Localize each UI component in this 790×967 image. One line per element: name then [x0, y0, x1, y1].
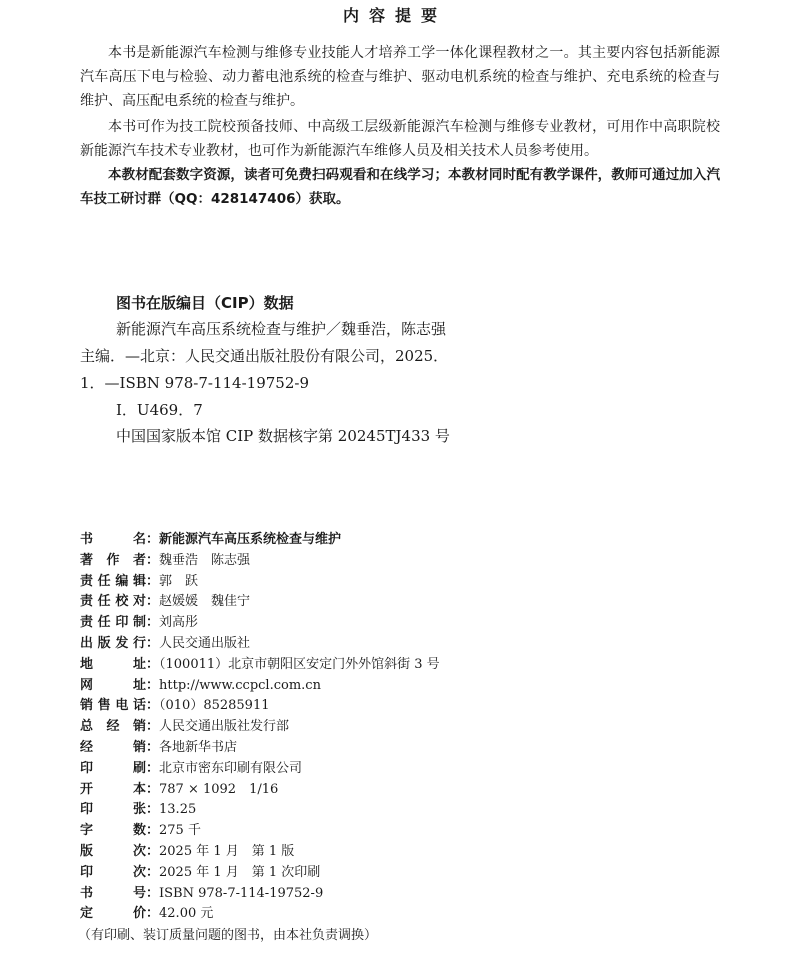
info-row-editor: 责任编辑：郭 跃 [80, 572, 720, 593]
info-label: 经销 [80, 739, 146, 755]
info-value: 787 × 1092 1/16 [159, 781, 279, 797]
info-label: 印张 [80, 802, 146, 818]
summary-paragraph-3: 本教材配套数字资源，读者可免费扫码观看和在线学习；本教材同时配有教学课件，教师可通过加入汽车技工研讨群（QQ：428147406）获取。 [80, 167, 720, 207]
info-row-edition: 版次：2025 年 1 月 第 1 版 [80, 842, 720, 863]
info-value: ISBN 978-7-114-19752-9 [159, 885, 324, 901]
info-value: 郭 跃 [159, 573, 199, 589]
info-value: 北京市密东印刷有限公司 [159, 760, 303, 776]
info-value: 13.25 [159, 802, 197, 818]
info-value: 各地新华书店 [159, 739, 238, 755]
info-value: 刘高彤 [159, 615, 199, 631]
info-label: 定价 [80, 906, 146, 922]
info-label: 书名 [80, 532, 146, 547]
info-row-price: 定价：42.00 元 [80, 904, 720, 925]
info-row-retailer: 经销：各地新华书店 [80, 738, 720, 759]
info-value: 人民交通出版社 [159, 635, 251, 651]
info-label: 责任编辑 [80, 573, 146, 589]
info-row-format: 开本：787 × 1092 1/16 [80, 780, 720, 801]
info-row-isbn: 书号：ISBN 978-7-114-19752-9 [80, 884, 720, 905]
info-value: 赵媛媛 魏佳宁 [159, 594, 251, 610]
info-value: 魏垂浩 陈志强 [159, 552, 251, 568]
info-row-print-supervisor: 责任印制：刘高彤 [80, 613, 720, 634]
info-value: 人民交通出版社发行部 [159, 719, 290, 735]
info-value: 2025 年 1 月 第 1 次印刷 [159, 864, 321, 880]
info-row-publisher: 出版发行：人民交通出版社 [80, 634, 720, 655]
info-label: 责任印制 [80, 615, 146, 631]
info-label: 版次 [80, 843, 146, 859]
info-label: 印次 [80, 864, 146, 880]
info-row-distributor: 总经销：人民交通出版社发行部 [80, 717, 720, 738]
info-row-printer: 印刷：北京市密东印刷有限公司 [80, 759, 720, 780]
info-label: 开本 [80, 781, 146, 797]
info-label: 出版发行 [80, 635, 146, 651]
info-value: （010）85285911 [159, 698, 270, 714]
quality-note: （有印刷、装订质量问题的图书，由本社负责调换） [78, 928, 378, 944]
info-label: 总经销 [80, 719, 146, 735]
info-row-proofreader: 责任校对：赵媛媛 魏佳宁 [80, 592, 720, 613]
info-row-address: 地址：（100011）北京市朝阳区安定门外外馆斜街 3 号 [80, 655, 720, 676]
info-value: http://www.ccpcl.com.cn [159, 677, 321, 693]
info-label: 字数 [80, 823, 146, 839]
cip-record-number-line: 中国国家版本馆 CIP 数据核字第 20245TJ433 号 [116, 427, 450, 445]
info-label: 印刷 [80, 760, 146, 776]
cip-heading: 图书在版编目（CIP）数据 [116, 294, 294, 312]
info-value: 275 千 [159, 823, 201, 839]
summary-paragraph-2: 本书可作为技工院校预备技师、中高级工层级新能源汽车检测与维修专业教材，可用作中高职院校新能源汽车技术专业教材，也可作为新能源汽车维修人员及相关技术人员参考使用。 [80, 119, 720, 159]
summary-paragraph-1: 本书是新能源汽车检测与维修专业技能人才培养工学一体化课程教材之一。其主要内容包括新能源汽车高压下电与检验、动力蓄电池系统的检查与维护、驱动电机系统的检查与维护、充电系统的检查与维护、高压配电系统的检查与维护。 [80, 45, 720, 109]
info-label: 著作者 [80, 552, 146, 568]
copyright-info [80, 530, 720, 947]
info-row-website: 网址：http://www.ccpcl.com.cn [80, 676, 720, 697]
info-value: 新能源汽车高压系统检查与维护 [159, 532, 342, 547]
cip-classification-line: Ⅰ．U469．7 [116, 401, 203, 419]
info-label: 责任校对 [80, 594, 146, 610]
info-label: 地址 [80, 656, 146, 672]
info-label: 网址 [80, 677, 146, 693]
cip-isbn-line: 1．—ISBN 978-7-114-19752-9 [80, 374, 309, 392]
info-row-sheets: 印张：13.25 [80, 800, 720, 821]
info-row-title: 书名：新能源汽车高压系统检查与维护 [80, 530, 720, 551]
summary-title: 内容提要 [342, 6, 447, 25]
info-row-impression: 印次：2025 年 1 月 第 1 次印刷 [80, 863, 720, 884]
info-value: 42.00 元 [159, 906, 214, 922]
info-row-sales-phone: 销售电话：（010）85285911 [80, 696, 720, 717]
info-label: 书号 [80, 885, 146, 901]
info-row-authors: 著作者：魏垂浩 陈志强 [80, 551, 720, 572]
info-value: 2025 年 1 月 第 1 版 [159, 843, 295, 859]
info-row-word-count: 字数：275 千 [80, 821, 720, 842]
info-value: （100011）北京市朝阳区安定门外外馆斜街 3 号 [159, 656, 440, 672]
cip-title-line: 新能源汽车高压系统检查与维护／魏垂浩，陈志强 [116, 320, 447, 338]
info-label: 销售电话 [80, 698, 146, 714]
cip-publisher-line: 主编．—北京：人民交通出版社股份有限公司，2025． [80, 347, 449, 365]
